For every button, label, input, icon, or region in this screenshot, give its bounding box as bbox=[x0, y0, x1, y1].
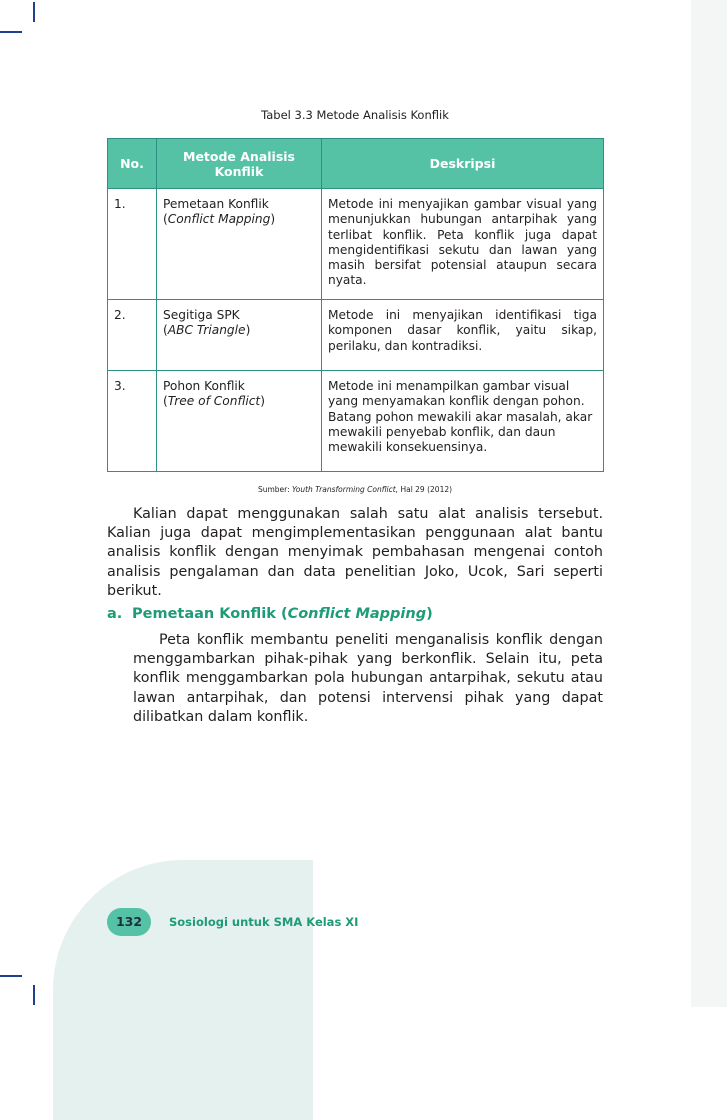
method-name-en: ABC Triangle bbox=[167, 323, 246, 338]
section-heading bbox=[107, 606, 433, 622]
row-number: 3. bbox=[108, 371, 157, 472]
row-description: Metode ini menampilkan gambar visual yang menyamakan konflik dengan pohon. Batang pohon mewakili akar masalah, akar mewakili penyebab konflik, dan daun mewakili konsekuensinya. bbox=[322, 371, 604, 472]
row-number: 2. bbox=[108, 300, 157, 371]
method-name: Segitiga SPK bbox=[163, 308, 240, 322]
table-row bbox=[108, 300, 604, 371]
crop-mark bbox=[0, 975, 22, 977]
conflict-analysis-table bbox=[107, 138, 604, 472]
footer-decoration bbox=[53, 860, 313, 1120]
header-method: Metode Analisis Konflik bbox=[157, 139, 322, 189]
row-description: Metode ini menyajikan gambar visual yang menunjukkan hubungan antarpihak yang terlibat konflik. Peta konflik juga dapat mengidentifikasi sekutu dan lawan yang masih bersifat potensial ataupun secara nyata. bbox=[322, 189, 604, 300]
row-method: Pohon Konflik (Tree of Conflict) bbox=[157, 371, 322, 472]
crop-mark bbox=[33, 985, 35, 1005]
row-number: 1. bbox=[108, 189, 157, 300]
table-caption: Tabel 3.3 Metode Analisis Konflik bbox=[261, 108, 449, 122]
paragraph-text: Kalian dapat menggunakan salah satu alat analisis tersebut. Kalian juga dapat mengimplementasikan penggunaan alat bantu analisis konflik dengan menyimak pembahasan mengenai contoh analisis pengalaman dan data penelitian Joko, Ucok, Sari seperti berikut. bbox=[107, 506, 603, 599]
row-method: Segitiga SPK (ABC Triangle) bbox=[157, 300, 322, 371]
row-method: Pemetaan Konflik (Conflict Mapping) bbox=[157, 189, 322, 300]
method-name: Pohon Konflik bbox=[163, 379, 245, 393]
source-prefix: Sumber: bbox=[257, 485, 292, 494]
section-title: Pemetaan Konflik ( bbox=[132, 606, 288, 622]
table-row bbox=[108, 189, 604, 300]
body-paragraph bbox=[107, 505, 603, 601]
source-suffix: Hal 29 (2012) bbox=[398, 485, 453, 494]
source-title: Youth Transforming Conflict, bbox=[292, 485, 399, 494]
crop-mark bbox=[33, 2, 35, 22]
section-title-en: Conflict Mapping bbox=[287, 606, 427, 622]
method-name-en: Tree of Conflict bbox=[167, 394, 261, 409]
paragraph-text: Peta konflik membantu peneliti menganalisis konflik dengan menggambarkan pihak-pihak yang berkonflik. Selain itu, peta konflik menggambarkan pola hubungan antarpihak, sekutu atau lawan antarpihak, dan potensi intervensi pihak yang dapat dilibatkan dalam konflik. bbox=[133, 632, 603, 725]
book-title: Sosiologi untuk SMA Kelas XI bbox=[169, 915, 359, 929]
table-header-row bbox=[108, 139, 604, 189]
row-description: Metode ini menyajikan identifikasi tiga komponen dasar konflik, yaitu sikap, perilaku, dan kontradiksi. bbox=[322, 300, 604, 371]
page-number: 132 bbox=[107, 908, 151, 936]
body-paragraph bbox=[133, 631, 603, 727]
page-margin-band bbox=[691, 0, 727, 1007]
header-no: No. bbox=[108, 139, 157, 189]
method-name-en: Conflict Mapping bbox=[167, 212, 271, 227]
table-row bbox=[108, 371, 604, 472]
section-letter: a. bbox=[107, 606, 123, 622]
method-name: Pemetaan Konflik bbox=[163, 197, 269, 211]
section-title-close: ) bbox=[426, 606, 433, 622]
crop-mark bbox=[0, 31, 22, 33]
header-description: Deskripsi bbox=[322, 139, 604, 189]
table-source bbox=[0, 485, 710, 494]
